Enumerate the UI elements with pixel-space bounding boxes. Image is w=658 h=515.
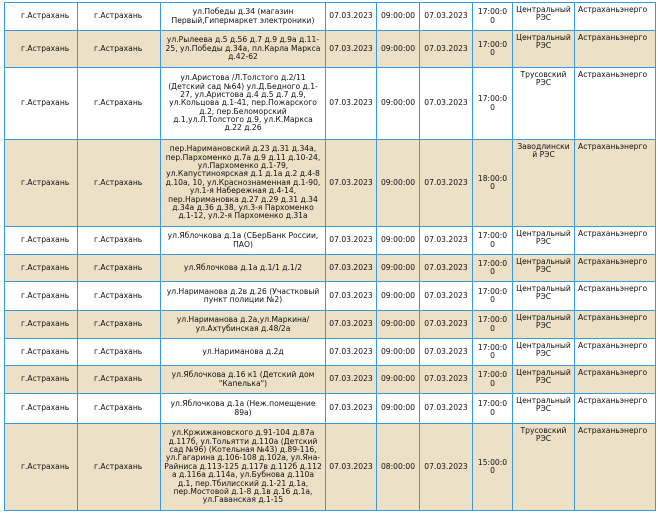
table-row [5, 31, 656, 68]
settlement-cell: г.Астрахань [78, 31, 161, 68]
address-cell: ул.Нариманова д.2д [161, 339, 326, 366]
address-cell: ул.Яблочкова д.1а д.1/1 д.1/2 [161, 255, 326, 282]
res-cell: Центральный РЭС [513, 366, 575, 394]
locality-cell: г.Астрахань [5, 3, 78, 31]
table-row [5, 339, 656, 366]
table-row [5, 424, 656, 511]
start-date-cell: 07.03.2023 [326, 140, 377, 227]
organization-cell: Астраханьэнерго [575, 339, 656, 366]
locality-cell: г.Астрахань [5, 339, 78, 366]
address-cell: ул.Нариманова д.2а,ул.Маркина/ ул.Ахтубинская д.48/2а [161, 311, 326, 339]
end-time-cell: 17:00:00 [473, 311, 513, 339]
settlement-cell: г.Астрахань [78, 227, 161, 255]
settlement-cell: г.Астрахань [78, 140, 161, 227]
res-cell: Центральный РЭС [513, 31, 575, 68]
end-date-cell: 07.03.2023 [420, 424, 473, 511]
start-date-cell: 07.03.2023 [326, 255, 377, 282]
start-date-cell: 07.03.2023 [326, 227, 377, 255]
start-time-cell: 09:00:00 [377, 68, 420, 140]
end-time-cell: 17:00:00 [473, 339, 513, 366]
settlement-cell: г.Астрахань [78, 68, 161, 140]
end-time-cell: 17:00:00 [473, 31, 513, 68]
end-date-cell: 07.03.2023 [420, 339, 473, 366]
address-cell: ул.Яблочкова д.1а (СБерБанк России, ПАО) [161, 227, 326, 255]
start-time-cell: 08:00:00 [377, 424, 420, 511]
organization-cell: Астраханьэнерго [575, 227, 656, 255]
end-time-cell: 18:00:00 [473, 140, 513, 227]
end-time-cell: 17:00:00 [473, 255, 513, 282]
start-time-cell: 09:00:00 [377, 255, 420, 282]
start-date-cell: 07.03.2023 [326, 68, 377, 140]
organization-cell: Астраханьэнерго [575, 366, 656, 394]
res-cell: Центральный РЭС [513, 339, 575, 366]
end-date-cell: 07.03.2023 [420, 31, 473, 68]
start-date-cell: 07.03.2023 [326, 311, 377, 339]
organization-cell: Астраханьэнерго [575, 140, 656, 227]
address-cell: пер.Наримановский д.23 д.31 д.34а, пер.Пархоменко д.7а д.9 д.11 д.10-24, ул.Пархоменко д.1-79, ул.Капустиноярская д.1 д.1а д.2 д.4-8 д.10а, 10, ул.Краснознаменная д.1-90, ул.1-я Набережная д.4-14, пер.Наримановка д.27 д.29 д.31 д.34 д.34а д.36 д.38, ул.3-я Пархоменко д.1-12, ул.2-я Пархоменко д.31а [161, 140, 326, 227]
table-row [5, 140, 656, 227]
settlement-cell: г.Астрахань [78, 282, 161, 311]
res-cell: Трусовский РЭС [513, 424, 575, 511]
locality-cell: г.Астрахань [5, 140, 78, 227]
table-row [5, 3, 656, 31]
end-date-cell: 07.03.2023 [420, 394, 473, 424]
organization-cell: Астраханьэнерго [575, 31, 656, 68]
res-cell: Центральный РЭС [513, 3, 575, 31]
settlement-cell: г.Астрахань [78, 339, 161, 366]
end-date-cell: 07.03.2023 [420, 255, 473, 282]
organization-cell: Астраханьэнерго [575, 282, 656, 311]
end-date-cell: 07.03.2023 [420, 227, 473, 255]
locality-cell: г.Астрахань [5, 227, 78, 255]
table-body [5, 3, 656, 511]
settlement-cell: г.Астрахань [78, 424, 161, 511]
start-time-cell: 09:00:00 [377, 31, 420, 68]
address-cell: ул.Рылеева д.5 д.56 д.7 д.9 д.9а д.11-25, ул.Победы д.34а, пл.Карла Маркса д.42-62 [161, 31, 326, 68]
organization-cell: Астраханьэнерго [575, 255, 656, 282]
start-time-cell: 09:00:00 [377, 366, 420, 394]
end-date-cell: 07.03.2023 [420, 311, 473, 339]
organization-cell: Астраханьэнерго [575, 311, 656, 339]
address-cell: ул.Яблочкова д.1а (Неж.помещение 89а) [161, 394, 326, 424]
start-time-cell: 09:00:00 [377, 394, 420, 424]
table-row [5, 311, 656, 339]
table-row [5, 282, 656, 311]
start-date-cell: 07.03.2023 [326, 366, 377, 394]
organization-cell: Астраханьэнерго [575, 68, 656, 140]
settlement-cell: г.Астрахань [78, 366, 161, 394]
start-date-cell: 07.03.2023 [326, 394, 377, 424]
res-cell: Центральный РЭС [513, 255, 575, 282]
end-date-cell: 07.03.2023 [420, 140, 473, 227]
start-date-cell: 07.03.2023 [326, 3, 377, 31]
locality-cell: г.Астрахань [5, 68, 78, 140]
end-time-cell: 17:00:00 [473, 227, 513, 255]
res-cell: Центральный РЭС [513, 394, 575, 424]
locality-cell: г.Астрахань [5, 394, 78, 424]
settlement-cell: г.Астрахань [78, 255, 161, 282]
outage-schedule-table [4, 2, 656, 511]
address-cell: ул.Победы д.34 (магазин Первый,Гипермаркет электроники) [161, 3, 326, 31]
table-row [5, 394, 656, 424]
end-time-cell: 15:00:00 [473, 424, 513, 511]
locality-cell: г.Астрахань [5, 311, 78, 339]
start-time-cell: 09:00:00 [377, 140, 420, 227]
res-cell: Центральный РЭС [513, 227, 575, 255]
end-date-cell: 07.03.2023 [420, 366, 473, 394]
address-cell: ул.Кржижановского д.91-104 д.87а д.117б, ул.Тольятти д.110а (Детский сад №96) (Котельная №43) д.89-116, ул.Гагарина д.106-108 д.102а, ул.Яна-Райниса д.113-125 д.117в д.112б д.112 а д.116а д.114а, ул.Бубнова д.110а д.1, пер.Тбилисский д.1-21 д.1а, пер.Мостовой д.1-8 д.1в д.16 д.1а, ул.Гаванская д.1-15 [161, 424, 326, 511]
start-date-cell: 07.03.2023 [326, 31, 377, 68]
locality-cell: г.Астрахань [5, 282, 78, 311]
res-cell: Трусовский РЭС [513, 68, 575, 140]
locality-cell: г.Астрахань [5, 31, 78, 68]
end-time-cell: 17:00:00 [473, 366, 513, 394]
address-cell: ул.Яблочкова д.16 к1 (Детский дом "Капелька") [161, 366, 326, 394]
end-date-cell: 07.03.2023 [420, 282, 473, 311]
table-row [5, 227, 656, 255]
organization-cell: Астраханьэнерго [575, 394, 656, 424]
address-cell: ул.Аристова /Л.Толстого д.2/11 (Детский сад №64) ул.Д.Бедного д.1-27, ул.Аристова д.4 д.5 д.7 д.9, ул.Кольцова д.1-41, пер.Пожарского д.2, пер.Беломорский д.1,ул.Л.Толстого д.9, ул.К.Маркса д.22 д.26 [161, 68, 326, 140]
end-time-cell: 17:00:00 [473, 3, 513, 31]
start-date-cell: 07.03.2023 [326, 282, 377, 311]
organization-cell: Астраханьэнерго [575, 424, 656, 511]
res-cell: Центральный РЭС [513, 311, 575, 339]
settlement-cell: г.Астрахань [78, 394, 161, 424]
end-time-cell: 17:00:00 [473, 394, 513, 424]
res-cell: Центральный РЭС [513, 282, 575, 311]
end-time-cell: 17:00:00 [473, 68, 513, 140]
end-time-cell: 17:00:00 [473, 282, 513, 311]
start-date-cell: 07.03.2023 [326, 424, 377, 511]
end-date-cell: 07.03.2023 [420, 3, 473, 31]
locality-cell: г.Астрахань [5, 366, 78, 394]
locality-cell: г.Астрахань [5, 424, 78, 511]
table-row [5, 366, 656, 394]
table-row [5, 255, 656, 282]
table-row [5, 68, 656, 140]
organization-cell: Астраханьэнерго [575, 3, 656, 31]
start-time-cell: 09:00:00 [377, 282, 420, 311]
res-cell: Заводлинский РЭС [513, 140, 575, 227]
start-time-cell: 09:00:00 [377, 3, 420, 31]
start-time-cell: 09:00:00 [377, 311, 420, 339]
settlement-cell: г.Астрахань [78, 311, 161, 339]
address-cell: ул.Нариманова д.2в д.26 (Участковый пункт полиции №2) [161, 282, 326, 311]
end-date-cell: 07.03.2023 [420, 68, 473, 140]
start-time-cell: 09:00:00 [377, 339, 420, 366]
start-date-cell: 07.03.2023 [326, 339, 377, 366]
locality-cell: г.Астрахань [5, 255, 78, 282]
settlement-cell: г.Астрахань [78, 3, 161, 31]
start-time-cell: 09:00:00 [377, 227, 420, 255]
